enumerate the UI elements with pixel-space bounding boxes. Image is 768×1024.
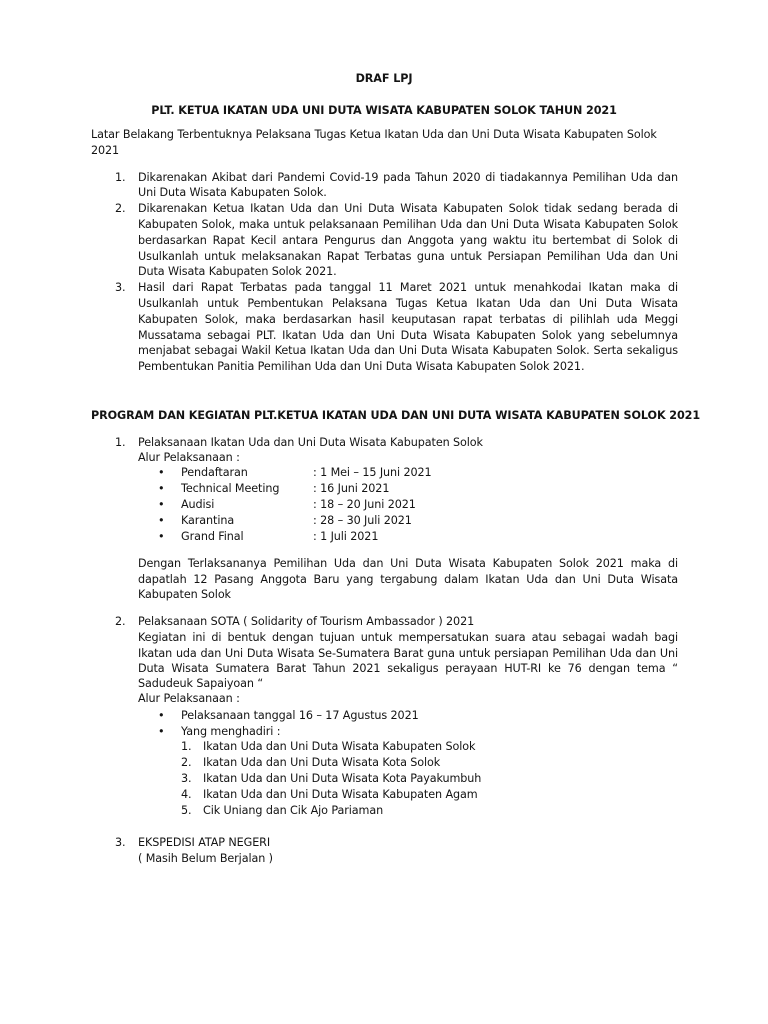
reason-2-line: berdasarkan Rapat Kecil antara Pengurus dan Anggota yang waktu itu bertembat di Solok di <box>138 234 678 247</box>
reason-3-line: Hasil dari Rapat Terbatas pada tanggal 11 Maret 2021 untuk menahkodai Ikatan maka di <box>138 281 678 294</box>
program-1-result-line: dapatlah 12 Pasang Anggota Baru yang tergabung dalam Ikatan Uda dan Uni Duta Wisata <box>138 573 678 586</box>
schedule-label: Grand Final <box>181 530 244 543</box>
schedule-label: Audisi <box>181 498 215 511</box>
bullet-icon: • <box>158 530 165 543</box>
bullet-icon: • <box>158 482 165 495</box>
program-3-title: EKSPEDISI ATAP NEGERI <box>138 836 271 849</box>
reason-3-line: Kabupaten Solok, maka berdasarkan hasil keuputasan rapat terbatas di pilihlah uda Meggi <box>138 313 678 326</box>
program-heading: PROGRAM DAN KEGIATAN PLT.KETUA IKATAN UDA DAN UNI DUTA WISATA KABUPATEN SOLOK 2021 <box>91 409 701 422</box>
attendee-item: Cik Uniang dan Cik Ajo Pariaman <box>203 804 384 817</box>
reason-3-line: Usulkanlah untuk Pembentukan Pelaksana Tugas Ketua Ikatan Uda dan Uni Duta Wisata <box>138 297 678 310</box>
attendee-number: 5. <box>181 804 192 817</box>
program-2-desc-line: Kegiatan ini di bentuk dengan tujuan untuk mempersatukan suara atau sebagai wadah bagi <box>138 631 678 644</box>
reason-2-line: Usulkanlah untuk melaksanakan Rapat Terbatas guna untuk Persiapan Pemilihan Uda dan Uni <box>138 250 678 263</box>
reason-1-line: Uni Duta Wisata Kabupaten Solok. <box>138 186 327 199</box>
attendee-number: 4. <box>181 788 192 801</box>
attendee-item: Ikatan Uda dan Uni Duta Wisata Kabupaten Solok <box>203 740 476 753</box>
bullet-icon: • <box>158 498 165 511</box>
reason-3-line: menjabat sebagai Wakil Ketua Ikatan Uda dan Uni Duta Wisata Kabupaten Solok. Serta sekaligus <box>138 344 678 357</box>
program-2-attendees-label: Yang menghadiri : <box>181 725 281 738</box>
attendee-number: 2. <box>181 756 192 769</box>
program-1-alur-label: Alur Pelaksanaan : <box>138 451 240 464</box>
program-2-title: Pelaksanaan SOTA ( Solidarity of Tourism Ambassador ) 2021 <box>138 615 475 628</box>
bullet-icon: • <box>158 725 165 738</box>
program-1-title: Pelaksanaan Ikatan Uda dan Uni Duta Wisata Kabupaten Solok <box>138 436 483 449</box>
background-heading-line-1: Latar Belakang Terbentuknya Pelaksana Tugas Ketua Ikatan Uda dan Uni Duta Wisata Kabupaten Solok <box>91 128 657 141</box>
reason-3-line: Pembentukan Panitia Pemilihan Uda dan Uni Duta Wisata Kabupaten Solok 2021. <box>138 360 585 373</box>
schedule-value: : 18 – 20 Juni 2021 <box>313 498 416 511</box>
schedule-value: : 1 Juli 2021 <box>313 530 379 543</box>
program-2-desc-line: Duta Wisata Sumatera Barat Tahun 2021 sekaligus perayaan HUT-RI ke 76 dengan tema “ <box>138 662 678 675</box>
schedule-label: Karantina <box>181 514 235 527</box>
reason-2-line: Dikarenakan Ketua Ikatan Uda dan Uni Duta Wisata Kabupaten Solok tidak sedang berada di <box>138 202 678 215</box>
program-2-alur-label: Alur Pelaksanaan : <box>138 692 240 705</box>
program-number: 3. <box>115 836 126 849</box>
reason-2-line: Kabupaten Solok, maka untuk pelaksanaan Pemilihan Uda dan Uni Duta Wisata Kabupaten Solok <box>138 218 678 231</box>
program-number: 2. <box>115 615 126 628</box>
reason-1-line: Dikarenakan Akibat dari Pandemi Covid-19 pada Tahun 2020 di tiadakannya Pemilihan Uda dan <box>138 171 678 184</box>
reason-number: 2. <box>115 202 126 215</box>
bullet-icon: • <box>158 514 165 527</box>
document-title: DRAF LPJ <box>355 72 413 85</box>
schedule-value: : 28 – 30 Juli 2021 <box>313 514 412 527</box>
attendee-item: Ikatan Uda dan Uni Duta Wisata Kabupaten Agam <box>203 788 478 801</box>
program-number: 1. <box>115 436 126 449</box>
program-3-status: ( Masih Belum Berjalan ) <box>138 852 273 865</box>
program-1-result-line: Kabupaten Solok <box>138 588 231 601</box>
schedule-label: Technical Meeting <box>181 482 280 495</box>
attendee-item: Ikatan Uda dan Uni Duta Wisata Kota Payakumbuh <box>203 772 482 785</box>
program-2-desc-line: Sadudeuk Sapaiyoan “ <box>138 677 264 690</box>
background-heading-line-2: 2021 <box>91 144 120 157</box>
attendee-item: Ikatan Uda dan Uni Duta Wisata Kota Solok <box>203 756 441 769</box>
reason-3-line: Mussatama sebagai PLT. Ikatan Uda dan Uni Duta Wisata Kabupaten Solok yang sebelumnya <box>138 329 678 342</box>
document-subtitle: PLT. KETUA IKATAN UDA UNI DUTA WISATA KABUPATEN SOLOK TAHUN 2021 <box>151 104 617 117</box>
schedule-value: : 1 Mei – 15 Juni 2021 <box>313 466 432 479</box>
bullet-icon: • <box>158 466 165 479</box>
bullet-icon: • <box>158 709 165 722</box>
reason-number: 1. <box>115 171 126 184</box>
reason-number: 3. <box>115 281 126 294</box>
program-2-date: Pelaksanaan tanggal 16 – 17 Agustus 2021 <box>181 709 419 722</box>
reason-2-line: Duta Wisata Kabupaten Solok 2021. <box>138 265 337 278</box>
attendee-number: 3. <box>181 772 192 785</box>
program-2-desc-line: Ikatan uda dan Uni Duta Wisata Se-Sumatera Barat guna untuk persiapan Pemilihan Uda dan Uni <box>138 647 678 660</box>
schedule-label: Pendaftaran <box>181 466 248 479</box>
program-1-result-line: Dengan Terlaksananya Pemilihan Uda dan Uni Duta Wisata Kabupaten Solok 2021 maka di <box>138 557 678 570</box>
schedule-value: : 16 Juni 2021 <box>313 482 390 495</box>
attendee-number: 1. <box>181 740 192 753</box>
